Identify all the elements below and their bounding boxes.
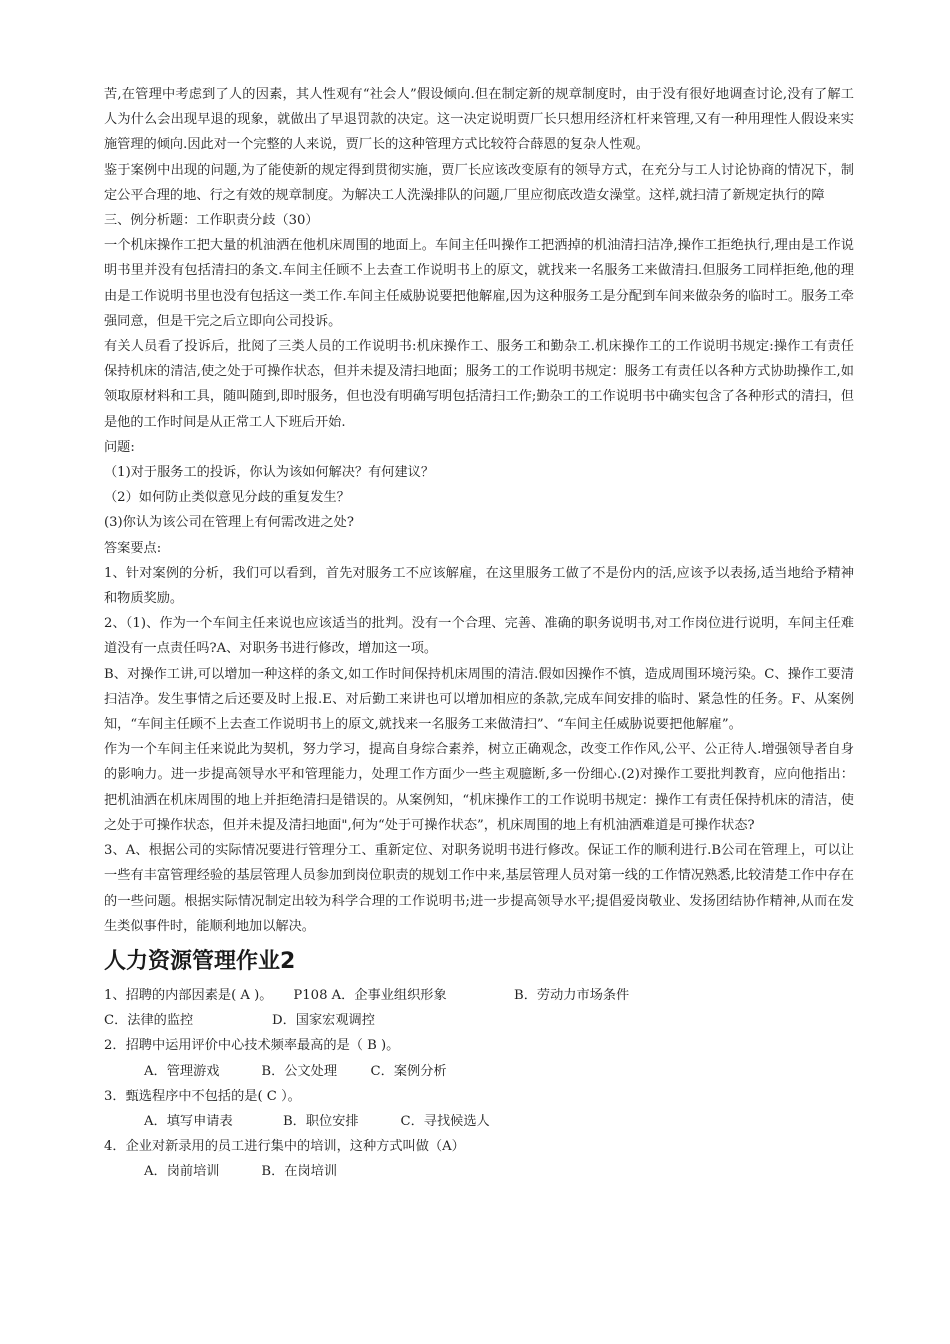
mc-question-3-options: A．填写申请表 B．职位安排 C．寻找候选人: [144, 1113, 490, 1129]
question-3: (3)你认为该公司在管理上有何需改进之处?: [104, 515, 354, 531]
answer-3: 3、A、根据公司的实际情况要进行管理分工、重新定位、对职务说明书进行修改。保证工作的顺利进行.B公司在管理上，可以让一些有丰富管理经验的基层管理人员参加到岗位职责的规划工作中来,基层管理人员对第一线的工作情况熟悉,比较清楚工作中存在的一些问题。根据实际情况制定出较为科学合理的工作说明书;进一步提高领导水平;提倡爱岗敬业、发扬团结协作精神,从而在发生类似事件时，能顺利地加以解决。: [104, 843, 854, 934]
answer-2: 2、（1)、作为一个车间主任来说也应该适当的批判。没有一个合理、完善、准确的职务说明书,对工作岗位进行说明，车间主任难道没有一点责任吗?A、对职务书进行修改，增加这一项。: [104, 616, 854, 657]
mc-question-4-options: A．岗前培训 B．在岗培训: [144, 1164, 338, 1180]
section-heading-case-analysis: 三、例分析题：工作职责分歧（30）: [104, 213, 319, 229]
answer-2-director: 作为一个车间主任来说此为契机，努力学习，提高自身综合素养，树立正确观念，改变工作作风,公平、公正待人.增强领导者自身的影响力。进一步提高领导水平和管理能力，处理工作方面少一些主观臆断,多一份细心.(2)对操作工要批判教育，应向他指出：把机油洒在机床周围的地上并拒绝清扫是错误的。从案例知，“机床操作工的工作说明书规定：操作工有责任保持机床的清洁，使之处于可操作状态，但并未提及清扫地面",何为“处于可操作状态”，机床周围的地上有机油洒难道是可操作状态?: [104, 742, 854, 833]
mc-question-2-options: A．管理游戏 B．公文处理 C．案例分析: [144, 1063, 447, 1079]
mc-question-3-stem: 3．甄选程序中不包括的是( C ）。: [104, 1088, 301, 1104]
paragraph-analysis-conclusion: 苦,在管理中考虑到了人的因素，其人性观有“社会人”假设倾向.但在制定新的规章制度时，由于没有很好地调查讨论,没有了解工人为什么会出现早退的现象，就做出了早退罚款的决定。这一决定说明贾厂长只想用经济杠杆来管理,又有一种用理性人假设来实施管理的倾向.因此对一个完整的人来说，贾厂长的这种管理方式比较符合薛恩的复杂人性观。: [104, 87, 854, 153]
mc-question-1-option-c: C．法律的监控: [104, 1013, 194, 1029]
paragraph-case-review: 有关人员看了投诉后，批阅了三类人员的工作说明书:机床操作工、服务工和勤杂工.机床操作工的工作说明书规定:操作工有责任保持机床的清洁,使之处于可操作状态，但并未提及清扫地面；服务工的工作说明书规定：服务工有责任以各种方式协助操作工,如领取原材料和工具，随叫随到,即时服务，但也没有明确写明包括清扫工作;勤杂工的工作说明书中确实包含了各种形式的清扫，但是他的工作时间是从正常工人下班后开始.: [104, 339, 854, 430]
mc-question-1: [104, 983, 854, 1008]
mc-question-1-option-d: D．国家宏观调控: [272, 1013, 375, 1029]
mc-question-2-stem: 2．招聘中运用评价中心技术频率最高的是（ B )。: [104, 1038, 400, 1054]
question-1: （1)对于服务工的投诉，你认为该如何解决？有何建议？: [104, 465, 435, 481]
answer-2-continued: B、对操作工讲,可以增加一种这样的条文,如工作时间保持机床周围的清洁.假如因操作不慎，造成周围环境污染。C、操作工要清扫洁净。发生事情之后还要及时上报.E、对后勤工来讲也可以增加相应的条款,完成车间安排的临时、紧急性的任务。F、从案例知，“车间主任顾不上去查工作说明书上的原文,就找来一名服务工来做清扫”、“车间主任威胁说要把他解雇”。: [104, 666, 854, 733]
document-body: [104, 82, 854, 1185]
answer-label: 答案要点:: [104, 540, 162, 556]
mc-question-1-options: [104, 1008, 854, 1033]
mc-question-1-stem: 1、招聘的内部因素是( A )。 P108 A．企事业组织形象: [104, 987, 447, 1003]
questions-label: 问题:: [104, 439, 135, 455]
paragraph-case-description: 一个机床操作工把大量的机油洒在他机床周围的地面上。车间主任叫操作工把洒掉的机油清扫洁净,操作工拒绝执行,理由是工作说明书里并没有包括清扫的条文.车间主任顾不上去查工作说明书上的原文，就找来一名服务工来做清扫.但服务工同样拒绝,他的理由是工作说明书里也没有包括这一类工作.车间主任威胁说要把他解雇,因为这种服务工是分配到车间来做杂务的临时工。服务工牵强同意，但是干完之后立即向公司投诉。: [104, 238, 854, 329]
question-2: （2）如何防止类似意见分歧的重复发生？: [104, 490, 350, 506]
paragraph-recommendation: 鉴于案例中出现的问题,为了能使新的规定得到贯彻实施，贾厂长应该改变原有的领导方式，在充分与工人讨论协商的情况下，制定公平合理的地、行之有效的规章制度。为解决工人洗澡排队的问题,厂里应彻底改造女澡堂。这样,就扫清了新规定执行的障: [104, 162, 854, 203]
assignment-heading: 人力资源管理作业2: [104, 948, 296, 974]
answer-1: 1、针对案例的分析，我们可以看到，首先对服务工不应该解雇，在这里服务工做了不是份内的活,应该予以表扬,适当地给予精神和物质奖励。: [104, 565, 854, 607]
mc-question-1-option-b: B．劳动力市场条件: [514, 987, 630, 1003]
mc-question-4-stem: 4．企业对新录用的员工进行集中的培训，这种方式叫做（A）: [104, 1139, 465, 1155]
